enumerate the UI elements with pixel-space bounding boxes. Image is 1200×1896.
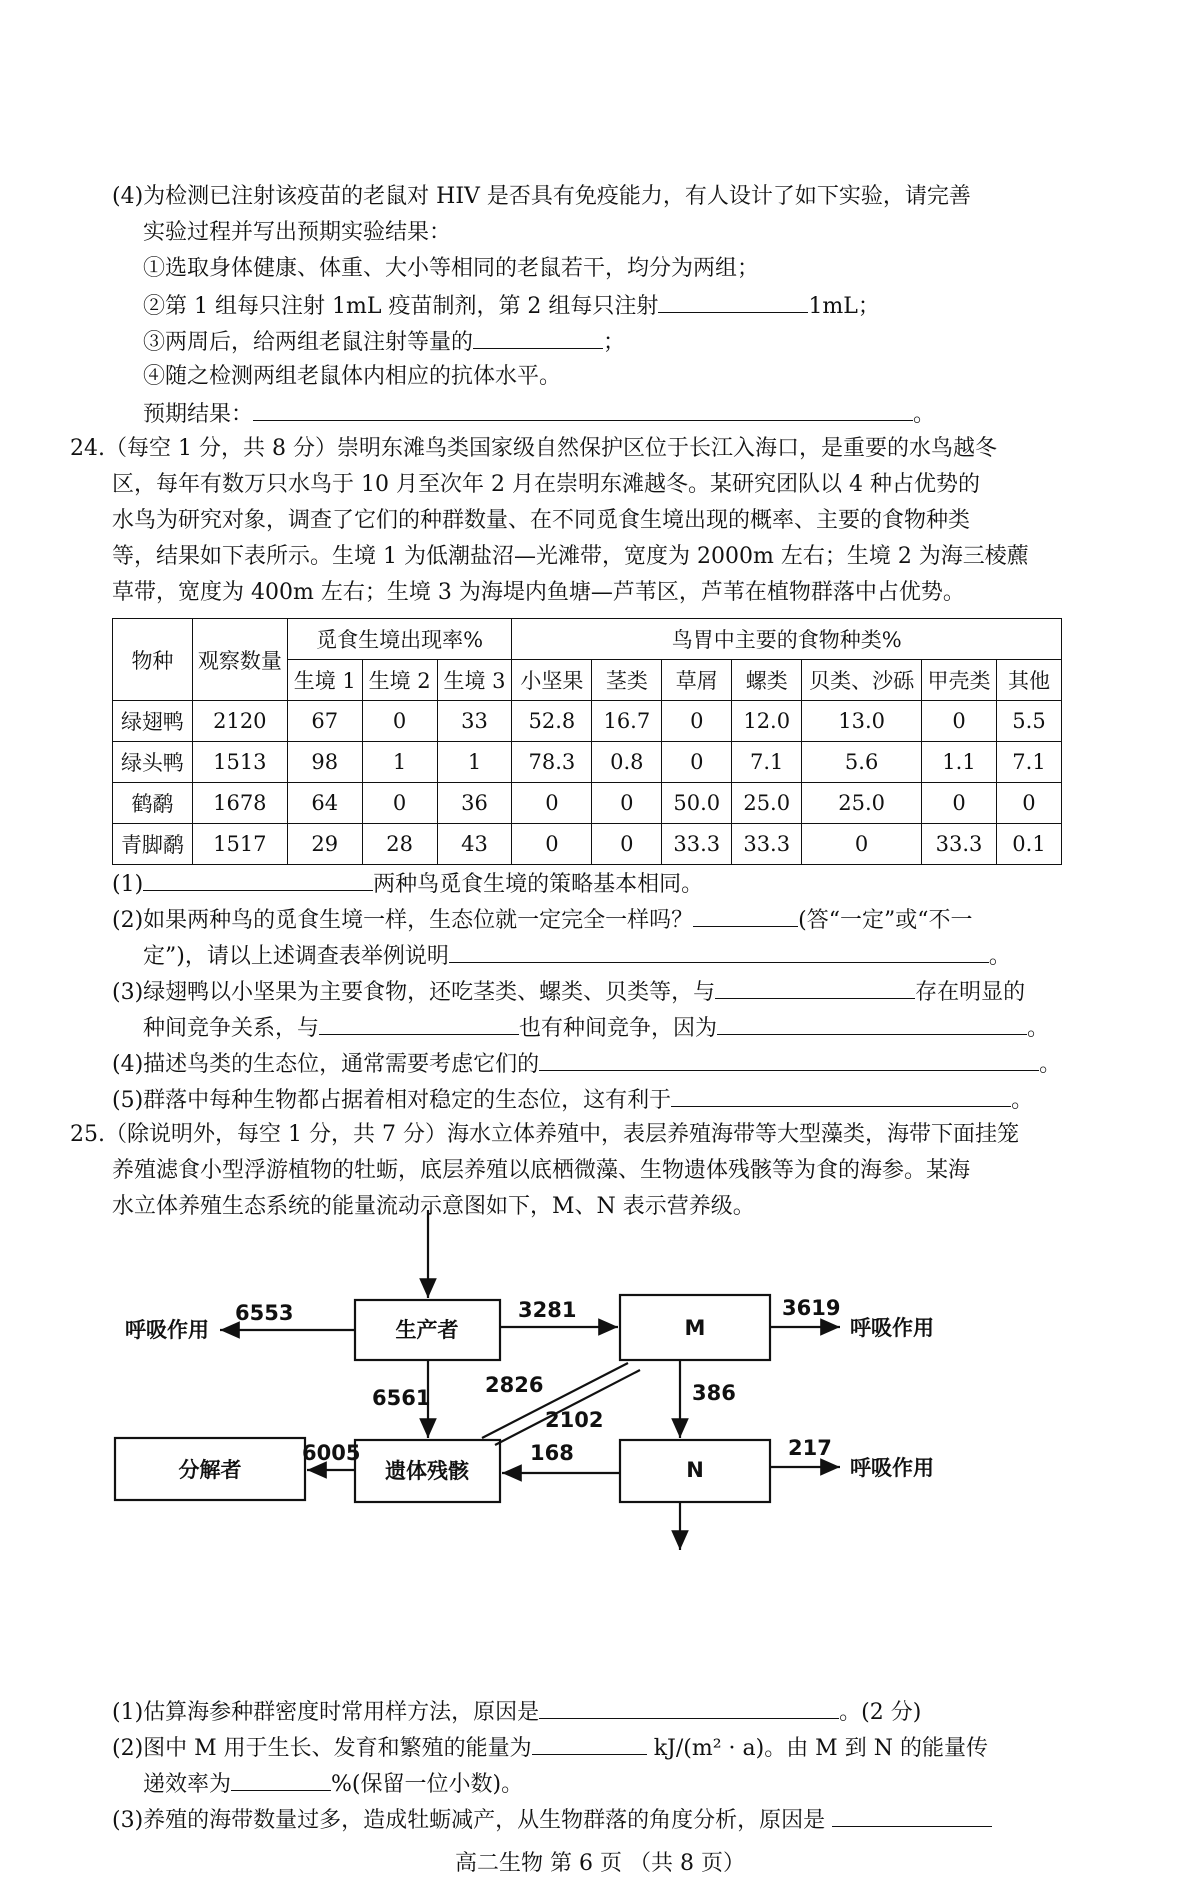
q24-p5-text: (5)群落中每种生物都占据着相对稳定的生态位，这有利于 — [112, 1088, 672, 1113]
table-cell: 5.5 — [996, 701, 1061, 742]
answer-blank[interactable] — [449, 940, 989, 963]
answer-blank[interactable] — [319, 1012, 519, 1035]
table-cell: 0 — [922, 701, 997, 742]
q23-4-step1: ①选取身体健康、体重、大小等相同的老鼠若干，均分为两组； — [143, 256, 760, 281]
q24-p2-end: 。 — [988, 944, 1011, 969]
value-3281: 3281 — [518, 1298, 577, 1322]
q25-line3: 水立体养殖生态系统的能量流动示意图如下，M、N 表示营养级。 — [112, 1194, 755, 1219]
q24-part5 — [112, 1084, 1033, 1116]
value-2826: 2826 — [485, 1373, 544, 1397]
value-386: 386 — [692, 1381, 736, 1405]
q24-line5: 草带，宽度为 400m 左右；生境 3 为海堤内鱼塘—芦苇区，芦苇在植物群落中占优势。 — [112, 580, 965, 605]
table-cell: 67 — [287, 701, 362, 742]
table-cell: 1513 — [192, 742, 287, 783]
answer-blank[interactable] — [539, 1048, 1039, 1071]
table-cell: 29 — [287, 824, 362, 865]
q23-4-step2 — [143, 290, 880, 322]
q23-4-step3 — [143, 326, 625, 358]
header-food: 鸟胃中主要的食物种类% — [512, 619, 1062, 660]
q24-line1: 24.（每空 1 分，共 8 分）崇明东滩鸟类国家级自然保护区位于长江入海口，是重要的水鸟越冬 — [70, 436, 997, 461]
q24-part2 — [112, 904, 973, 936]
table-cell: 28 — [362, 824, 437, 865]
table-cell: 0 — [362, 701, 437, 742]
table-cell: 7.1 — [996, 742, 1061, 783]
q25-part2-cont — [143, 1768, 523, 1800]
survey-table — [112, 618, 1062, 865]
q24-p5-end: 。 — [1011, 1088, 1034, 1113]
table-cell: 33.3 — [662, 824, 732, 865]
remains-label: 遗体残骸 — [385, 1459, 469, 1483]
table-cell: 64 — [287, 783, 362, 824]
table-cell: 0.1 — [996, 824, 1061, 865]
q24-line2: 区，每年有数万只水鸟于 10 月至次年 2 月在崇明东滩越冬。某研究团队以 4 种占优势的 — [112, 472, 980, 497]
q24-p2-hint: (答“一定”或“不一 — [798, 908, 973, 933]
decomposer-label: 分解者 — [178, 1458, 242, 1482]
header-habitat-2: 生境 2 — [362, 660, 437, 701]
header-count: 观察数量 — [192, 619, 287, 701]
table-cell: 0 — [996, 783, 1061, 824]
table-cell: 7.1 — [732, 742, 802, 783]
table-cell: 0 — [922, 783, 997, 824]
answer-blank[interactable] — [671, 1084, 1011, 1107]
table-cell: 1.1 — [922, 742, 997, 783]
table-row — [113, 824, 1062, 865]
q23-4-step3-end: ； — [603, 330, 626, 355]
table-cell: 0 — [362, 783, 437, 824]
q25-part3 — [112, 1804, 992, 1836]
q24-p4-text: (4)描述鸟类的生态位，通常需要考虑它们的 — [112, 1052, 540, 1077]
q24-p3-text2: 存在明显的 — [915, 980, 1026, 1005]
table-cell: 52.8 — [512, 701, 592, 742]
resp-label-n: 呼吸作用 — [850, 1456, 934, 1480]
q25-p2-unit: kJ/(m² · a)。由 M 到 N 的能量传 — [653, 1736, 988, 1761]
q25-line2: 养殖滤食小型浮游植物的牡蛎，底层养殖以底栖微藻、生物遗体残骸等为食的海参。某海 — [112, 1158, 971, 1183]
table-cell: 16.7 — [592, 701, 662, 742]
q24-p3-text4: 也有种间竞争，因为 — [519, 1016, 718, 1041]
header-food-grass: 草屑 — [662, 660, 732, 701]
species-name: 绿翅鸭 — [113, 701, 193, 742]
answer-blank[interactable] — [143, 868, 373, 891]
table-cell: 0 — [592, 824, 662, 865]
q24-part4 — [112, 1048, 1061, 1080]
header-food-snails: 螺类 — [732, 660, 802, 701]
q24-part1 — [112, 868, 703, 900]
header-food-crustaceans: 甲壳类 — [922, 660, 997, 701]
q24-p3-text3: 种间竞争关系，与 — [143, 1016, 320, 1041]
table-cell: 0.8 — [592, 742, 662, 783]
table-cell: 1517 — [192, 824, 287, 865]
species-name: 绿头鸭 — [113, 742, 193, 783]
q24-part3-cont — [143, 1012, 1049, 1044]
q24-line4: 等，结果如下表所示。生境 1 为低潮盐沼—光滩带，宽度为 2000m 左右；生境 2 为海三棱藨 — [112, 544, 1029, 569]
q23-4-line1: (4)为检测已注射该疫苗的老鼠对 HIV 是否具有免疫能力，有人设计了如下实验，请完善 — [112, 184, 971, 209]
table-cell: 25.0 — [732, 783, 802, 824]
answer-blank[interactable] — [231, 1768, 331, 1791]
q24-part3 — [112, 976, 1025, 1008]
table-cell: 33.3 — [732, 824, 802, 865]
table-cell: 36 — [437, 783, 512, 824]
q24-p2-text2: 定”)，请以上述调查表举例说明 — [143, 944, 449, 969]
q25-part1 — [112, 1696, 921, 1728]
header-habitat: 觅食生境出现率% — [287, 619, 512, 660]
q24-p3-end: 。 — [1027, 1016, 1050, 1041]
q23-4-step2-unit: 1mL； — [808, 294, 880, 319]
q25-p1-text: (1)估算海参种群密度时常用样方法，原因是 — [112, 1700, 540, 1725]
table-cell: 0 — [662, 701, 732, 742]
table-cell: 0 — [662, 742, 732, 783]
table-cell: 0 — [592, 783, 662, 824]
n-label: N — [686, 1458, 704, 1482]
answer-blank[interactable] — [832, 1804, 992, 1827]
species-name: 青脚鹬 — [113, 824, 193, 865]
q25-line1: 25.（除说明外，每空 1 分，共 7 分）海水立体养殖中，表层养殖海带等大型藻类，海带下面挂笼 — [70, 1122, 1019, 1147]
value-2102: 2102 — [545, 1408, 604, 1432]
table-cell: 1 — [362, 742, 437, 783]
q24-p3-text: (3)绿翅鸭以小坚果为主要食物，还吃茎类、螺类、贝类等，与 — [112, 980, 716, 1005]
table-cell: 2120 — [192, 701, 287, 742]
header-food-stems: 茎类 — [592, 660, 662, 701]
table-cell: 25.0 — [802, 783, 922, 824]
table-cell: 50.0 — [662, 783, 732, 824]
q23-4-step3-text: ③两周后，给两组老鼠注射等量的 — [143, 330, 474, 355]
table-row — [113, 701, 1062, 742]
q25-p1-end: 。(2 分) — [839, 1700, 922, 1725]
producer-label: 生产者 — [395, 1318, 459, 1342]
q23-4-expected — [143, 398, 935, 430]
value-3619: 3619 — [782, 1296, 841, 1320]
value-217: 217 — [788, 1436, 832, 1460]
answer-blank[interactable] — [473, 326, 603, 349]
table-cell: 0 — [512, 783, 592, 824]
answer-blank[interactable] — [539, 1696, 839, 1719]
q25-p2-text3: %(保留一位小数)。 — [331, 1772, 524, 1797]
table-cell: 33 — [437, 701, 512, 742]
table-cell: 0 — [512, 824, 592, 865]
table-cell: 13.0 — [802, 701, 922, 742]
q25-part2 — [112, 1732, 988, 1764]
header-food-other: 其他 — [996, 660, 1061, 701]
table-row — [113, 742, 1062, 783]
q23-4-step2-text: ②第 1 组每只注射 1mL 疫苗制剂，第 2 组每只注射 — [143, 294, 659, 319]
header-habitat-1: 生境 1 — [287, 660, 362, 701]
q24-p4-end: 。 — [1039, 1052, 1062, 1077]
table-cell: 78.3 — [512, 742, 592, 783]
table-cell: 0 — [802, 824, 922, 865]
q24-p1-text: 两种鸟觅食生境的策略基本相同。 — [373, 872, 704, 897]
header-food-shells: 贝类、沙砾 — [802, 660, 922, 701]
energy-flow-diagram — [125, 1205, 1060, 1555]
table-cell: 1678 — [192, 783, 287, 824]
answer-blank[interactable] — [715, 976, 915, 999]
table-cell: 12.0 — [732, 701, 802, 742]
header-habitat-3: 生境 3 — [437, 660, 512, 701]
table-cell: 98 — [287, 742, 362, 783]
value-6561: 6561 — [372, 1386, 431, 1410]
species-name: 鹤鹬 — [113, 783, 193, 824]
table-cell: 33.3 — [922, 824, 997, 865]
header-food-nuts: 小坚果 — [512, 660, 592, 701]
answer-blank[interactable] — [253, 398, 913, 421]
header-species: 物种 — [113, 619, 193, 701]
q25-p3-text: (3)养殖的海带数量过多，造成牡蛎减产，从生物群落的角度分析，原因是 — [112, 1808, 826, 1833]
q23-4-line2: 实验过程并写出预期实验结果： — [143, 220, 452, 245]
answer-blank[interactable] — [717, 1012, 1027, 1035]
q24-p1-number: (1) — [112, 872, 144, 897]
q24-p2-text: (2)如果两种鸟的觅食生境一样，生态位就一定完全一样吗？ — [112, 908, 694, 933]
expected-label: 预期结果： — [143, 402, 254, 427]
value-6005: 6005 — [302, 1441, 361, 1465]
table-cell: 43 — [437, 824, 512, 865]
table-cell: 1 — [437, 742, 512, 783]
page-footer: 高二生物 第 6 页 （共 8 页） — [455, 1851, 745, 1876]
resp-label-m: 呼吸作用 — [850, 1316, 934, 1340]
answer-blank[interactable] — [693, 904, 798, 927]
table-row — [113, 783, 1062, 824]
q25-p2-text: (2)图中 M 用于生长、发育和繁殖的能量为 — [112, 1736, 532, 1761]
q23-4-step4: ④随之检测两组老鼠体内相应的抗体水平。 — [143, 364, 562, 389]
q24-part2-cont — [143, 940, 1011, 972]
resp-label-left: 呼吸作用 — [125, 1318, 209, 1342]
expected-end: 。 — [913, 402, 936, 427]
value-6553: 6553 — [235, 1301, 294, 1325]
q25-p2-text2: 递效率为 — [143, 1772, 232, 1797]
q24-line3: 水鸟为研究对象，调查了它们的种群数量、在不同觅食生境出现的概率、主要的食物种类 — [112, 508, 971, 533]
table-cell: 5.6 — [802, 742, 922, 783]
m-label: M — [684, 1316, 706, 1340]
answer-blank[interactable] — [532, 1732, 647, 1755]
value-168: 168 — [530, 1441, 574, 1465]
answer-blank[interactable] — [658, 290, 808, 313]
